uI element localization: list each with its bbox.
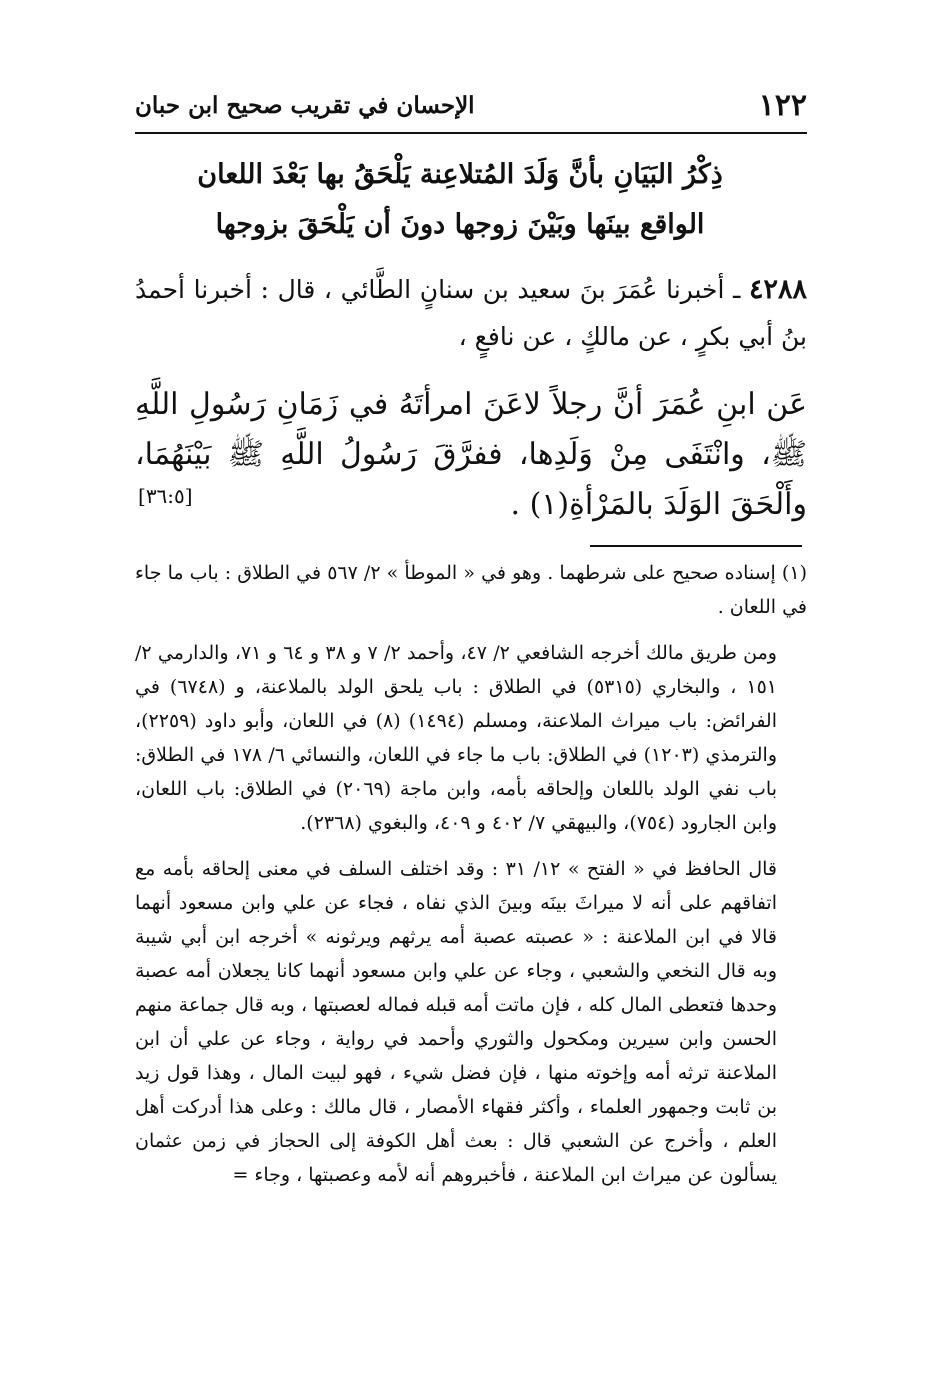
book-title: الإحسان في تقريب صحيح ابن حبان	[135, 92, 475, 119]
hadith-text: عَن ابنِ عُمَرَ أنَّ رجلاً لاعَنَ امرأتَهُ في زَمَانِ رَسُولِ اللَّهِ ﷺ، وانْتَفَى مِنْ وَلَدِها، ففرَّقَ رَسُولُ اللَّهِ ﷺ بَيْنَهُمَا، وأَلْحَقَ الوَلَدَ بالمَرْأةِ(١) .	[135, 387, 807, 522]
chapter-heading	[150, 150, 770, 250]
footnote-divider	[590, 545, 802, 547]
footnote-sources-paragraph: ومن طريق مالك أخرجه الشافعي ٢/ ٤٧، وأحمد ٢/ ٧ و ٣٨ و ٦٤ و ٧١، والدارمي ٢/ ١٥١ ، والبخاري (٥٣١٥) في الطلاق : باب يلحق الولد بالملاعنة، و (٦٧٤٨) في الفرائض: باب ميراث الملاعنة، ومسلم (١٤٩٤) (٨) في اللعان، وأبو داود (٢٢٥٩)، والترمذي (١٢٠٣) في الطلاق: باب ما جاء في اللعان، والنسائي ٦/ ١٧٨ في الطلاق: باب نفي الولد باللعان وإلحاقه بأمه، وابن ماجة (٢٠٦٩) في الطلاق: باب اللعان، وابن الجارود (٧٥٤)، والبيهقي ٧/ ٤٠٢ و ٤٠٩، والبغوي (٢٣٦٨).	[135, 642, 777, 834]
footnotes	[135, 556, 807, 1192]
footnote-1: (١) إسناده صحيح على شرطهما . وهو في « الموطأ » ٢/ ٥٦٧ في الطلاق : باب ما جاء في اللعان .	[135, 562, 807, 618]
hadith-chain-of-narration	[135, 266, 807, 360]
chapter-heading-line-2: الواقع بينَها وبَيْنَ زوجها دونَ أن يَلْحَقَ بزوجها	[215, 209, 705, 240]
page-number: ١٢٢	[758, 88, 807, 123]
hadith-number: ٤٢٨٨	[748, 274, 807, 305]
hadith-isnad: ـ أخبرنا عُمَرَ بنَ سعيد بن سنانٍ الطَّائي ، قال : أخبرنا أحمدُ بنُ أبي بكرٍ ، عن مالكٍ ، عن نافعٍ ،	[135, 275, 807, 351]
chapter-heading-line-1: ذِكْرُ البَيَانِ بأنَّ وَلَدَ المُتلاعِنة يَلْحَقُ بها بَعْدَ اللعان	[197, 159, 723, 190]
header-divider	[135, 132, 807, 134]
hadith-reference: [٣٦:٥]	[138, 484, 193, 508]
footnote-commentary-paragraph: قال الحافظ في « الفتح » ١٢/ ٣١ : وقد اختلف السلف في معنى إلحاقه بأمه مع اتفاقهم على أنه لا ميراثَ بينَه وبينَ الذي نفاه ، فجاء عن علي وابن مسعود أنهما قالا في ابن الملاعنة : « عصبته عصبة أمه يرثهم ويرثونه » أخرجه ابن أبي شيبة وبه قال النخعي والشعبي ، وجاء عن علي وابن مسعود أنهما كانا يجعلان أمه عصبة وحدها فتعطى المال كله ، فإن ماتت أمه قبله فماله لعصبتها ، وبه قال جماعة منهم الحسن وابن سيرين ومكحول والثوري وأحمد في رواية ، وجاء عن علي أن ابن الملاعنة ترثه أمه وإخوته منها ، فإن فضل شيء ، فهو لبيت المال ، وهذا قول زيد بن ثابت وجمهور العلماء ، وأكثر فقهاء الأمصار ، قال مالك : وعلى هذا أدركت أهل العلم ، وأخرج عن الشعبي قال : بعث أهل الكوفة إلى الحجاز في زمن عثمان يسألون عن ميراث ابن الملاعنة ، فأخبروهم أنه لأمه وعصبتها ، وجاء =	[135, 858, 777, 1186]
running-head	[135, 86, 807, 126]
